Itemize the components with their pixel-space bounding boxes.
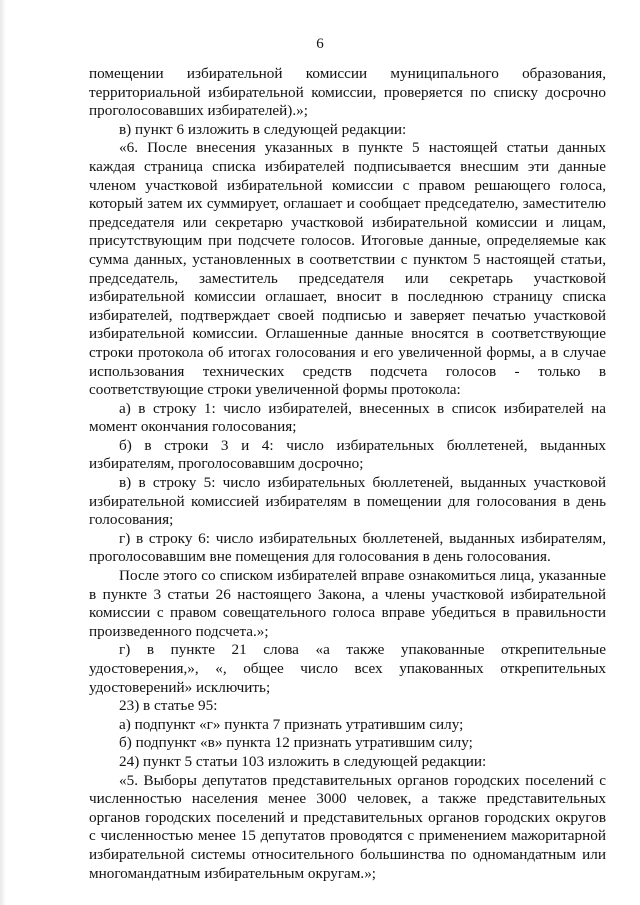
paragraph: а) подпункт «г» пункта 7 признать утратившим силу; <box>119 715 464 733</box>
paragraph: б) в строки 3 и 4: число избирательных бюллетеней, выданных избирателям, проголосовавшим досрочно; <box>89 436 606 473</box>
paragraph: в) пункт 6 изложить в следующей редакции: <box>119 120 407 138</box>
scan-edge-shadow <box>0 0 6 905</box>
paragraph: «5. Выборы депутатов представительных органов городских поселений с численностью населения менее 3000 человек, а также представительных органов городских поселений и представительных органов городских округов с численностью менее 15 депутатов проводятся с применением мажоритарной избирательной системы относительного большинства по одномандатным или многомандатным избирательным округам.»; <box>89 771 606 882</box>
paragraph: 24) пункт 5 статьи 103 изложить в следующей редакции: <box>119 752 487 770</box>
paragraph: г) в строку 6: число избирательных бюллетеней, выданных избирателям, проголосовавшим вне помещения для голосования в день голосования. <box>89 529 606 566</box>
paragraph: а) в строку 1: число избирателей, внесенных в список избирателей на момент окончания голосования; <box>89 399 606 436</box>
paragraph: После этого со списком избирателей вправе ознакомиться лица, указанные в пункте 3 статьи 26 настоящего Закона, а члены участковой избирательной комиссии с правом совещательного голоса вправе убедиться в правильности произведенного подсчета.»; <box>89 567 606 640</box>
paragraph: помещении избирательной комиссии муниципального образования, территориальной избирательной комиссии, проверяется по списку досрочно проголосовавших избирателей).»; <box>89 65 606 120</box>
document-body <box>89 65 606 883</box>
paragraph: «6. После внесения указанных в пункте 5 настоящей статьи данных каждая страница списка избирателей подписывается внесшим эти данные членом участковой избирательной комиссии с правом решающего голоса, который затем их суммирует, оглашает и сообщает председателю, заместителю председателя или секретарю участковой избирательной комиссии и лицам, присутствующим при подсчете голосов. Итоговые данные, определяемые как сумма данных, установленных в соответствии с пунктом 5 настоящей статьи, председатель, заместитель председателя или секретарь участковой избирательной комиссии оглашает, вносит в последнюю страницу списка избирателей, подтверждает своей подписью и заверяет печатью участковой избирательной комиссии. Оглашенные данные вносятся в соответствующие строки протокола об итогах голосования и его увеличенной формы, а в случае использования технических средств подсчета голосов - только в соответствующие строки увеличенной формы протокола: <box>89 139 606 399</box>
paragraph: г) в пункте 21 слова «а также упакованные открепительные удостоверения,», «, общее число всех упакованных открепительных удостоверений» исключить; <box>89 641 606 696</box>
paragraph: 23) в статье 95: <box>119 697 218 715</box>
paragraph: б) подпункт «в» пункта 12 признать утратившим силу; <box>119 734 473 752</box>
paragraph: в) в строку 5: число избирательных бюллетеней, выданных участковой избирательной комиссией избирателям в помещении для голосования в день голосования; <box>89 474 606 529</box>
page-number: 6 <box>316 36 324 52</box>
